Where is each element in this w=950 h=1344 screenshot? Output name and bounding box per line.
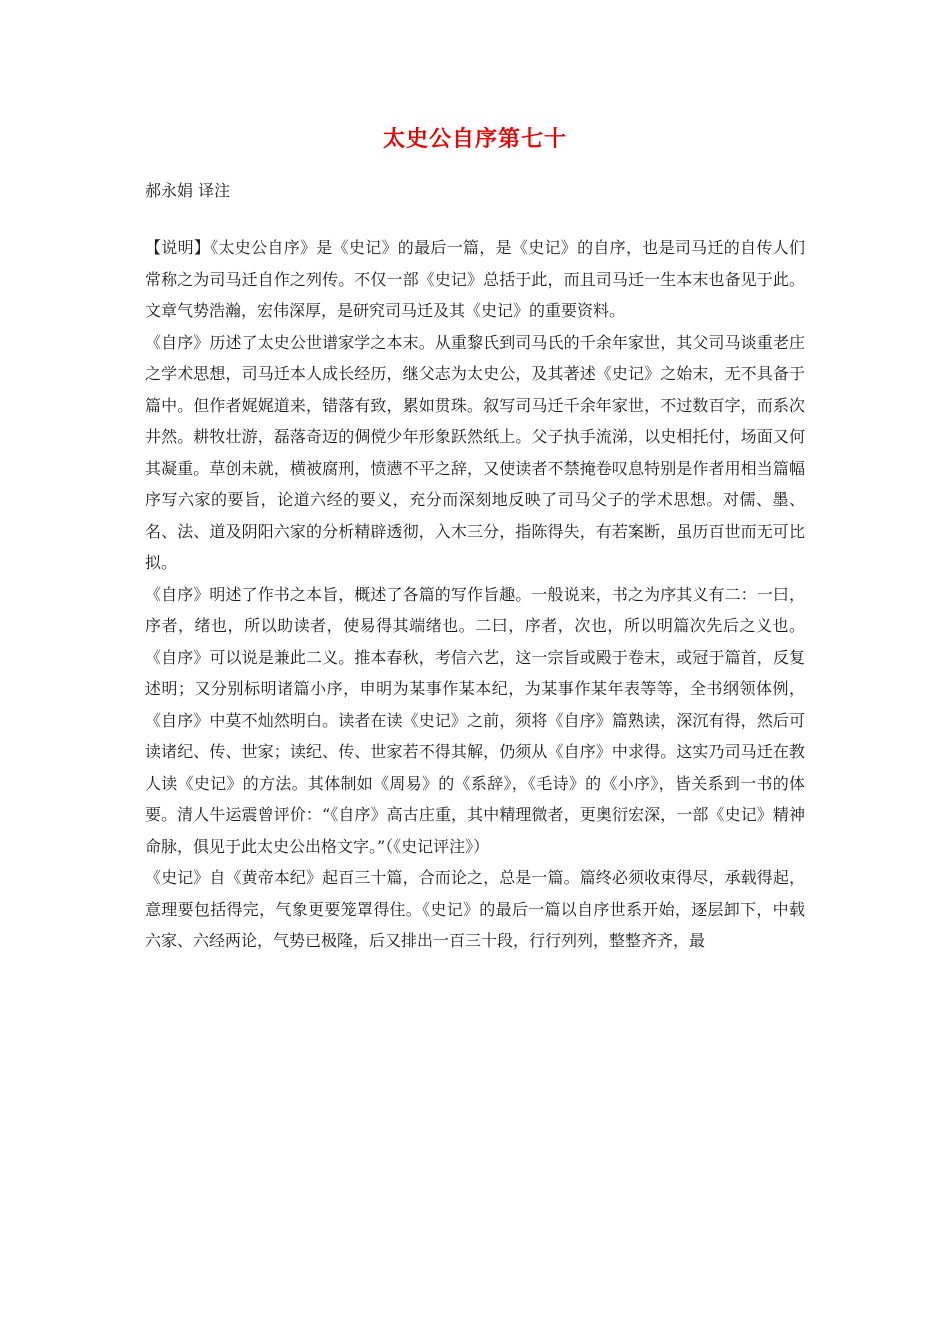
document-body bbox=[145, 232, 805, 957]
paragraph-explanation bbox=[145, 232, 805, 327]
paragraph-structure bbox=[145, 862, 805, 957]
paragraph-text: 《史记》自《黄帝本纪》起百三十篇，合而论之，总是一篇。篇终必须收束得尽，承载得起，意理要包括得完，气象更要笼罩得住。《史记》的最后一篇以自序世系开始，逐层卸下，中载六家、六经两论，气势已极隆，后又排出一百三十段，行行列列，整整齐齐，最 bbox=[145, 868, 805, 950]
paragraph-lead: 【说明】 bbox=[145, 238, 211, 257]
paragraph-text: 《太史公自序》是《史记》的最后一篇，是《史记》的自序，也是司马迁的自传人们常称之为司马迁自作之列传。不仅一部《史记》总括于此，而且司马迁一生本末也备见于此。文章气势浩瀚，宏伟深厚，是研究司马迁及其《史记》的重要资料。 bbox=[145, 238, 805, 320]
paragraph-text: 《自序》历述了太史公世谱家学之本末。从重黎氏到司马氏的千余年家世，其父司马谈重老庄之学术思想，司马迁本人成长经历，继父志为太史公，及其著述《史记》之始末，无不具备于篇中。但作者娓娓道来，错落有致，累如贯珠。叙写司马迁千余年家世，不过数百字，而系次井然。耕牧壮游，磊落奇迈的倜傥少年形象跃然纸上。父子执手流涕，以史相托付，场面又何其凝重。草创未就，横被腐刑，愤懑不平之辞，又使读者不禁掩卷叹息特别是作者用相当篇幅序写六家的要旨，论道六经的要义，充分而深刻地反映了司马父子的学术思想。对儒、墨、名、法、道及阴阳六家的分析精辟透彻，入木三分，指陈得失，有若案断，虽历百世而无可比拟。 bbox=[145, 332, 805, 572]
paragraph-text: 《自序》明述了作书之本旨，概述了各篇的写作旨趣。一般说来，书之为序其义有二：一曰，序者，绪也，所以助读者，使易得其端绪也。二曰，序者，次也，所以明篇次先后之义也。《自序》可以说是兼此二义。推本春秋，考信六艺，这一宗旨或殿于卷末，或冠于篇首，反复述明；又分别标明诸篇小序，申明为某事作某本纪，为某事作某年表等等，全书纲领体例，《自序》中莫不灿然明白。读者在读《史记》之前，须将《自序》篇熟读，深沉有得，然后可读诸纪、传、世家；读纪、传、世家若不得其解，仍须从《自序》中求得。这实乃司马迁在教人读《史记》的方法。其体制如《周易》的《系辞》，《毛诗》的《小序》，皆关系到一书的体要。清人牛运震曾评价：“《自序》高古庄重，其中精理微者，更奥衍宏深，一部《史记》精神命脉，俱见于此太史公出格文字。”（《史记评注》） bbox=[145, 584, 805, 856]
paragraph-purpose bbox=[145, 579, 805, 863]
document-title: 太史公自序第七十 bbox=[382, 126, 567, 152]
paragraph-family-history bbox=[145, 327, 805, 579]
author-line: 郝永娟 译注 bbox=[145, 181, 231, 200]
